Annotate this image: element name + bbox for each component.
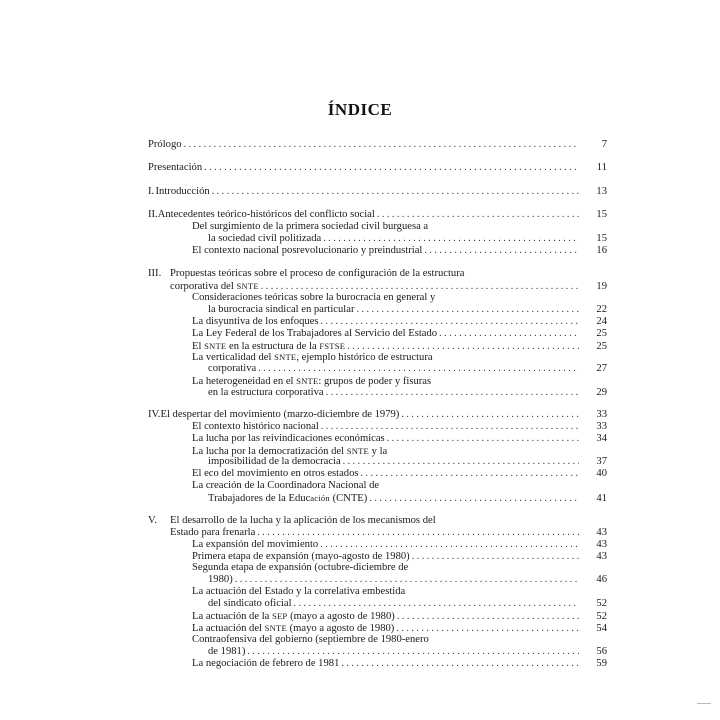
- page-number: 52: [596, 598, 607, 609]
- toc-entry[interactable]: [208, 304, 607, 316]
- page-number: 15: [596, 233, 607, 244]
- page-number: 43: [596, 551, 607, 562]
- dot-leader: [235, 574, 579, 586]
- entry-title: La Ley Federal de los Trabajadores al Servicio del Estado: [192, 328, 438, 339]
- entry-title: Prólogo: [148, 139, 182, 150]
- dot-leader: [323, 233, 579, 245]
- toc-entry-continued: [148, 515, 607, 527]
- toc-entry-continued: [192, 586, 607, 598]
- entry-title: imposibilidad de la democracia: [208, 456, 341, 467]
- page-title: ÍNDICE: [327, 100, 393, 119]
- toc-entry-continued: [192, 292, 607, 304]
- entry-title: La disyuntiva de los enfoques: [192, 316, 319, 327]
- page-number: 34: [596, 433, 607, 444]
- toc-entry[interactable]: [208, 492, 607, 504]
- entry-title: la burocracia sindical en particular: [208, 304, 355, 315]
- toc-entry[interactable]: [208, 233, 607, 245]
- dot-leader: [439, 328, 579, 340]
- page-number: 46: [596, 574, 607, 585]
- dot-leader: [401, 409, 579, 421]
- entry-title: Consideraciones teóricas sobre la burocracia en general y: [192, 292, 436, 303]
- entry-title: Estado para frenarla: [170, 527, 256, 538]
- page-number: 40: [596, 468, 607, 479]
- toc-entry[interactable]: [208, 387, 607, 399]
- entry-title: El eco del movimiento en otros estados: [192, 468, 359, 479]
- dot-leader: [424, 245, 579, 257]
- entry-title: El SNTE en la estructura de la FSTSE: [192, 341, 346, 352]
- page-edge-mark: [697, 703, 711, 704]
- entry-title: corporativa: [208, 363, 257, 374]
- page-number: 13: [596, 186, 607, 197]
- entry-title: Antecedentes teórico-históricos del conflicto social: [157, 209, 375, 220]
- entry-title: La actuación de la SEP (mayo a agosto de 1980): [192, 611, 395, 622]
- page-number: 33: [596, 421, 607, 432]
- toc-entry[interactable]: [208, 363, 607, 375]
- toc-entry-continued: [192, 480, 607, 492]
- dot-leader: [369, 493, 579, 505]
- dot-leader: [321, 421, 579, 433]
- entry-title: La actuación del SNTE (mayo a agosto de 1980): [192, 623, 395, 634]
- entry-title: Trabajadores de la Educación (CNTE): [208, 493, 368, 504]
- toc-entry-continued: [192, 351, 607, 363]
- toc-entry-continued: [192, 562, 607, 574]
- chapter-number: V.: [148, 515, 157, 526]
- page-number: 19: [596, 281, 607, 292]
- dot-leader: [257, 527, 579, 539]
- toc-entry-continued: [192, 375, 607, 387]
- toc-entry[interactable]: [208, 646, 607, 658]
- toc-entry[interactable]: [170, 280, 607, 292]
- toc-entry-continued: [148, 268, 607, 280]
- page-number: 24: [596, 316, 607, 327]
- dot-leader: [247, 646, 579, 658]
- toc-entry[interactable]: [192, 610, 607, 622]
- toc-entry-continued: [192, 634, 607, 646]
- page-number: 22: [596, 304, 607, 315]
- toc-entry[interactable]: [208, 456, 607, 468]
- page-number: 54: [596, 623, 607, 634]
- entry-title: Segunda etapa de expansión (octubre-diciembre de: [192, 562, 409, 573]
- entry-title: Contraofensiva del gobierno (septiembre de 1980-enero: [192, 634, 429, 645]
- entry-title: El desarrollo de la lucha y la aplicación de los mecanismos del: [170, 515, 436, 526]
- toc-entry[interactable]: [192, 316, 607, 328]
- toc-entry[interactable]: [148, 186, 607, 198]
- entry-title: La lucha por las reivindicaciones económicas: [192, 433, 385, 444]
- toc-entry[interactable]: [208, 574, 607, 586]
- toc-entry-continued: [192, 221, 607, 233]
- entry-title: corporativa del SNTE: [170, 281, 259, 292]
- entry-title: en la estructura corporativa: [208, 387, 324, 398]
- entry-title: del sindicato oficial: [208, 598, 292, 609]
- page-number: 59: [596, 658, 607, 669]
- page-number: 41: [596, 493, 607, 504]
- page-number: 27: [596, 363, 607, 374]
- toc-entry[interactable]: [192, 622, 607, 634]
- entry-title: La negociación de febrero de 1981: [192, 658, 340, 669]
- dot-leader: [204, 162, 579, 174]
- chapter-number: IV.: [148, 409, 161, 420]
- page-number: 25: [596, 341, 607, 352]
- page-number: 33: [596, 409, 607, 420]
- page-number: 43: [596, 527, 607, 538]
- toc-entry[interactable]: [192, 421, 607, 433]
- entry-title: Primera etapa de expansión (mayo-agosto de 1980): [192, 551, 410, 562]
- toc-entry[interactable]: [208, 598, 607, 610]
- toc-entry[interactable]: [148, 209, 607, 221]
- page-number: 56: [596, 646, 607, 657]
- entry-title: Presentación: [148, 162, 203, 173]
- chapter-number: III.: [148, 268, 162, 279]
- toc-entry[interactable]: [192, 539, 607, 551]
- entry-title: La heterogeneidad en el SNTE: grupos de poder y fisuras: [192, 376, 432, 387]
- entry-title: El despertar del movimiento (marzo-diciembre de 1979): [160, 409, 400, 420]
- entry-title: Introducción: [155, 186, 210, 197]
- dot-leader: [387, 433, 579, 445]
- chapter-number: II.: [148, 209, 158, 220]
- page-number: 37: [596, 456, 607, 467]
- dot-leader: [377, 209, 579, 221]
- page-number: 15: [596, 209, 607, 220]
- entry-title: La expansión del movimiento: [192, 539, 319, 550]
- toc-entry[interactable]: [148, 139, 607, 151]
- dot-leader: [294, 598, 579, 610]
- entry-title: La lucha por la democratización del SNTE y la: [192, 446, 388, 457]
- page-number: 29: [596, 387, 607, 398]
- dot-leader: [321, 316, 579, 328]
- toc-entry[interactable]: [170, 527, 607, 539]
- entry-title: La creación de la Coordinadora Nacional de: [192, 480, 380, 491]
- toc-entry[interactable]: [148, 162, 607, 174]
- dot-leader: [341, 658, 579, 670]
- dot-leader: [326, 387, 579, 399]
- page-number: 25: [596, 328, 607, 339]
- toc-entry[interactable]: [192, 245, 607, 257]
- entry-title: Propuestas teóricas sobre el proceso de configuración de la estructura: [170, 268, 465, 279]
- entry-title: 1980): [208, 574, 233, 585]
- toc-entry[interactable]: [192, 468, 607, 480]
- entry-title: El contexto nacional posrevolucionario y preindustrial: [192, 245, 423, 256]
- entry-title: la sociedad civil politizada: [208, 233, 322, 244]
- dot-leader: [258, 363, 579, 375]
- page-number: 11: [596, 162, 607, 173]
- dot-leader: [212, 186, 579, 198]
- dot-leader: [343, 456, 579, 468]
- entry-title: de 1981): [208, 646, 246, 657]
- entry-title: El contexto histórico nacional: [192, 421, 319, 432]
- page-number: 16: [596, 245, 607, 256]
- page-number: 43: [596, 539, 607, 550]
- dot-leader: [356, 304, 579, 316]
- chapter-number: I.: [148, 186, 155, 197]
- toc-entry[interactable]: [192, 328, 607, 340]
- page-number: 52: [596, 611, 607, 622]
- dot-leader: [320, 539, 579, 551]
- page-number: 7: [601, 139, 607, 150]
- toc-entry[interactable]: [192, 433, 607, 445]
- toc-entry[interactable]: [148, 409, 607, 421]
- dot-leader: [184, 139, 579, 151]
- entry-title: Del surgimiento de la primera sociedad civil burguesa a: [192, 221, 429, 232]
- toc-entry[interactable]: [192, 658, 607, 670]
- dot-leader: [361, 468, 579, 480]
- entry-title: La verticalidad del SNTE, ejemplo histórico de estructura: [192, 352, 433, 363]
- entry-title: La actuación del Estado y la correlativa embestida: [192, 586, 406, 597]
